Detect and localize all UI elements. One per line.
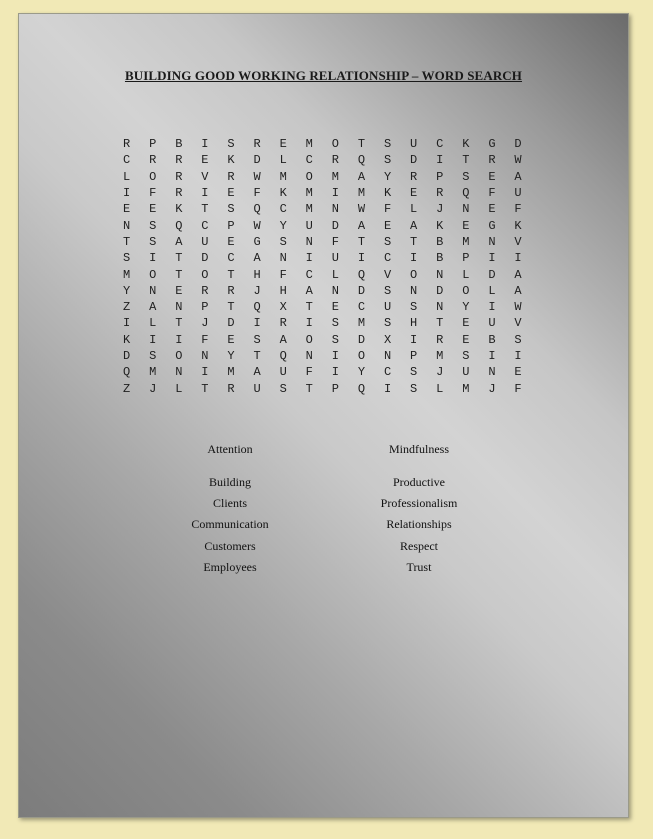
grid-letter: W (514, 153, 522, 168)
grid-row (123, 201, 541, 217)
grid-letter: F (149, 186, 157, 201)
grid-letter: N (305, 349, 313, 363)
grid-letter: I (149, 332, 157, 347)
grid-letter: S (227, 202, 235, 217)
grid-letter: K (514, 218, 522, 233)
grid-letter: J (149, 381, 157, 396)
grid-letter: K (175, 202, 183, 217)
grid-letter: I (514, 349, 522, 363)
grid-letter: R (331, 153, 339, 168)
grid-letter: G (488, 218, 496, 233)
grid-letter: I (123, 186, 131, 201)
grid-letter: S (279, 381, 287, 396)
grid-letter: Y (279, 218, 287, 233)
grid-letter: I (436, 153, 444, 168)
grid-letter: K (279, 186, 287, 201)
grid-letter: B (436, 251, 444, 266)
grid-letter: S (462, 169, 470, 184)
grid-letter: A (305, 283, 313, 298)
grid-letter: U (305, 218, 313, 233)
grid-letter: Q (123, 365, 131, 380)
grid-letter: Z (123, 381, 131, 396)
grid-letter: E (488, 169, 496, 184)
grid-letter: Q (253, 202, 261, 217)
grid-letter: F (514, 202, 522, 217)
grid-letter: N (175, 300, 183, 315)
grid-letter: G (253, 234, 261, 249)
grid-letter: P (410, 349, 418, 363)
grid-letter: E (462, 332, 470, 347)
grid-letter: S (410, 381, 418, 396)
grid-letter: I (488, 349, 496, 363)
grid-letter: M (305, 202, 313, 217)
grid-letter: X (279, 300, 287, 315)
grid-letter: S (410, 365, 418, 380)
grid-letter: K (123, 332, 131, 347)
grid-letter: V (201, 169, 209, 184)
word-list-item: Communication (191, 517, 269, 531)
grid-letter: S (149, 234, 157, 249)
grid-letter: E (227, 332, 235, 347)
grid-letter: I (175, 332, 183, 347)
grid-row (123, 332, 541, 348)
grid-letter: M (462, 381, 470, 396)
grid-letter: S (410, 300, 418, 315)
grid-letter: E (279, 137, 287, 152)
grid-letter: M (279, 169, 287, 184)
grid-letter: N (331, 202, 339, 217)
grid-letter: I (201, 365, 209, 380)
grid-row (123, 217, 541, 233)
grid-letter: N (410, 283, 418, 298)
grid-letter: O (305, 332, 313, 347)
grid-letter: I (305, 251, 313, 266)
grid-letter: H (410, 316, 418, 331)
grid-letter: M (305, 186, 313, 201)
grid-letter: L (331, 267, 339, 282)
grid-row (123, 266, 541, 282)
grid-letter: H (279, 283, 287, 298)
grid-letter: S (279, 234, 287, 249)
grid-letter: O (357, 349, 366, 363)
grid-letter: F (253, 186, 261, 201)
word-list-item: Productive (393, 475, 445, 489)
grid-letter: L (279, 153, 287, 168)
grid-letter: U (488, 316, 496, 331)
grid-letter: S (227, 137, 235, 152)
grid-letter: V (514, 234, 522, 249)
grid-letter: D (227, 316, 235, 331)
grid-letter: D (410, 153, 418, 168)
grid-row (123, 152, 541, 168)
grid-letter: S (149, 349, 157, 363)
grid-letter: O (149, 267, 157, 282)
word-search-grid (123, 136, 541, 397)
word-list-item: Professionalism (380, 496, 458, 510)
grid-letter: A (279, 332, 287, 347)
grid-letter: N (175, 365, 183, 380)
grid-letter: N (305, 234, 313, 249)
grid-letter: S (331, 332, 339, 347)
grid-letter: N (149, 283, 157, 298)
grid-letter: K (462, 137, 470, 152)
grid-letter: S (383, 283, 392, 298)
grid-letter: T (201, 381, 209, 396)
grid-letter: T (305, 300, 313, 315)
grid-letter: R (488, 153, 496, 168)
grid-letter: T (227, 267, 235, 282)
grid-letter: L (436, 381, 444, 396)
grid-row (123, 283, 541, 299)
grid-letter: H (253, 267, 261, 282)
grid-letter: R (201, 283, 209, 298)
word-list-item: Attention (207, 442, 253, 456)
grid-letter: M (462, 234, 470, 249)
grid-letter: N (436, 267, 444, 282)
word-list-item: Employees (203, 560, 257, 574)
grid-letter: O (149, 169, 157, 184)
grid-letter: I (201, 186, 209, 201)
grid-letter: L (462, 267, 470, 282)
grid-letter: T (305, 381, 313, 396)
grid-letter: E (227, 234, 235, 249)
word-list-item: Relationships (386, 517, 452, 531)
grid-letter: M (436, 349, 444, 363)
grid-letter: M (123, 267, 131, 282)
grid-letter: I (149, 251, 157, 266)
grid-letter: V (514, 316, 522, 331)
grid-letter: S (462, 349, 470, 363)
grid-letter: P (201, 300, 209, 315)
grid-letter: F (201, 332, 209, 347)
grid-letter: V (383, 267, 392, 282)
grid-letter: T (253, 349, 261, 363)
grid-letter: D (201, 251, 209, 266)
grid-letter: K (227, 153, 235, 168)
grid-letter: N (436, 300, 444, 315)
grid-letter: B (488, 332, 496, 347)
grid-letter: P (462, 251, 470, 266)
grid-letter: D (436, 283, 444, 298)
grid-letter: Z (123, 300, 131, 315)
grid-letter: R (436, 186, 444, 201)
grid-letter: E (410, 186, 418, 201)
grid-letter: W (357, 202, 366, 217)
grid-letter: C (436, 137, 444, 152)
grid-row (123, 299, 541, 315)
grid-letter: M (149, 365, 157, 380)
grid-letter: S (331, 316, 339, 331)
grid-letter: R (227, 381, 235, 396)
grid-letter: I (383, 381, 392, 396)
grid-letter: I (410, 332, 418, 347)
grid-letter: E (383, 218, 392, 233)
grid-letter: D (253, 153, 261, 168)
grid-letter: D (488, 267, 496, 282)
grid-letter: N (462, 202, 470, 217)
grid-letter: F (488, 186, 496, 201)
grid-letter: N (279, 251, 287, 266)
grid-letter: L (123, 169, 131, 184)
grid-letter: I (331, 186, 339, 201)
grid-letter: C (357, 300, 366, 315)
grid-row (123, 364, 541, 380)
grid-letter: F (514, 381, 522, 396)
grid-letter: J (436, 365, 444, 380)
grid-letter: M (305, 137, 313, 152)
grid-letter: R (175, 169, 183, 184)
grid-letter: A (357, 218, 366, 233)
grid-letter: T (462, 153, 470, 168)
grid-letter: Q (357, 381, 366, 396)
grid-letter: U (331, 251, 339, 266)
grid-letter: S (123, 251, 131, 266)
grid-letter: O (331, 137, 339, 152)
grid-letter: I (410, 251, 418, 266)
grid-letter: T (436, 316, 444, 331)
grid-letter: Y (462, 300, 470, 315)
grid-letter: P (331, 381, 339, 396)
grid-letter: I (331, 365, 339, 380)
word-list-item: Trust (406, 560, 432, 574)
grid-letter: N (383, 349, 392, 363)
word-list-item: Respect (400, 539, 438, 553)
grid-letter: I (201, 137, 209, 152)
grid-letter: J (436, 202, 444, 217)
grid-row (123, 380, 541, 396)
word-list-item: Mindfulness (389, 442, 449, 456)
grid-letter: E (462, 218, 470, 233)
grid-letter: R (227, 283, 235, 298)
grid-letter: T (227, 300, 235, 315)
page-title: BUILDING GOOD WORKING RELATIONSHIP – WORD SEARCH (124, 68, 523, 83)
grid-letter: E (462, 316, 470, 331)
grid-letter: E (514, 365, 522, 380)
grid-letter: S (383, 153, 392, 168)
word-list-item: Clients (212, 496, 247, 510)
grid-letter: I (305, 316, 313, 331)
grid-letter: U (253, 381, 261, 396)
grid-letter: P (227, 218, 235, 233)
grid-letter: A (514, 283, 522, 298)
grid-letter: S (253, 332, 261, 347)
grid-letter: P (436, 169, 444, 184)
grid-row (123, 250, 541, 266)
grid-letter: I (253, 316, 261, 331)
grid-letter: A (149, 300, 157, 315)
grid-letter: P (149, 137, 157, 152)
grid-letter: U (410, 137, 418, 152)
grid-row (123, 348, 541, 364)
grid-letter: N (123, 218, 131, 233)
grid-letter: C (279, 202, 287, 217)
grid-letter: S (383, 137, 392, 152)
grid-letter: S (383, 234, 392, 249)
grid-letter: T (201, 202, 209, 217)
grid-letter: F (305, 365, 313, 380)
grid-letter: I (331, 349, 339, 363)
grid-letter: J (201, 316, 209, 331)
grid-letter: N (488, 234, 496, 249)
grid-row (123, 315, 541, 331)
grid-letter: D (123, 349, 131, 363)
grid-letter: A (357, 169, 366, 184)
grid-letter: F (331, 234, 339, 249)
grid-letter: D (357, 283, 366, 298)
grid-letter: L (410, 202, 418, 217)
grid-letter: R (279, 316, 287, 331)
grid-letter: F (383, 202, 392, 217)
grid-letter: M (357, 316, 366, 331)
grid-letter: R (253, 137, 261, 152)
grid-letter: B (175, 137, 183, 152)
grid-letter: C (383, 251, 392, 266)
grid-letter: E (331, 300, 339, 315)
grid-letter: I (488, 300, 496, 315)
grid-letter: B (436, 234, 444, 249)
worksheet-page (18, 13, 629, 818)
grid-letter: I (514, 251, 522, 266)
grid-row (123, 234, 541, 250)
grid-letter: C (383, 365, 392, 380)
grid-letter: N (488, 365, 496, 380)
grid-letter: A (175, 234, 183, 249)
grid-letter: U (383, 300, 392, 315)
grid-letter: S (383, 316, 392, 331)
grid-letter: O (175, 349, 183, 363)
grid-letter: A (253, 365, 261, 380)
grid-letter: N (201, 349, 209, 363)
grid-letter: D (514, 137, 522, 152)
grid-letter: W (253, 218, 261, 233)
grid-letter: O (462, 283, 470, 298)
grid-letter: U (462, 365, 470, 380)
grid-letter: D (331, 218, 339, 233)
grid-letter: F (279, 267, 287, 282)
grid-letter: L (175, 381, 183, 396)
grid-letter: O (305, 169, 313, 184)
grid-letter: X (383, 332, 392, 347)
grid-letter: Y (123, 283, 131, 298)
grid-row (123, 185, 541, 201)
grid-letter: A (514, 169, 522, 184)
grid-letter: U (279, 365, 287, 380)
grid-letter: Q (462, 186, 470, 201)
grid-letter: R (175, 153, 183, 168)
grid-letter: G (488, 137, 496, 152)
grid-letter: T (175, 251, 183, 266)
grid-letter: T (410, 234, 418, 249)
grid-letter: M (331, 169, 339, 184)
grid-letter: A (410, 218, 418, 233)
grid-letter: O (410, 267, 418, 282)
grid-letter: C (305, 267, 313, 282)
grid-letter: I (488, 251, 496, 266)
grid-letter: M (357, 186, 366, 201)
grid-letter: E (201, 153, 209, 168)
grid-letter: Q (253, 300, 261, 315)
grid-letter: E (488, 202, 496, 217)
grid-letter: Q (175, 218, 183, 233)
grid-letter: E (149, 202, 157, 217)
grid-letter: T (357, 234, 366, 249)
grid-letter: A (253, 251, 261, 266)
word-list-item: Building (208, 475, 251, 489)
grid-letter: C (201, 218, 209, 233)
grid-letter: S (149, 218, 157, 233)
grid-letter: Q (357, 153, 366, 168)
grid-letter: W (514, 300, 522, 315)
grid-letter: C (305, 153, 313, 168)
grid-letter: R (227, 169, 235, 184)
grid-letter: R (123, 137, 131, 152)
grid-row (123, 169, 541, 185)
grid-letter: Q (357, 267, 366, 282)
grid-letter: Y (383, 169, 392, 184)
grid-letter: O (201, 267, 209, 282)
grid-letter: C (123, 153, 131, 168)
grid-letter: I (357, 251, 366, 266)
grid-letter: E (123, 202, 131, 217)
grid-letter: T (175, 316, 183, 331)
grid-letter: E (227, 186, 235, 201)
grid-letter: L (488, 283, 496, 298)
grid-letter: U (514, 186, 522, 201)
grid-letter: L (149, 316, 157, 331)
grid-letter: D (357, 332, 366, 347)
grid-letter: A (514, 267, 522, 282)
grid-letter: R (149, 153, 157, 168)
grid-letter: Q (279, 349, 287, 363)
grid-letter: Y (357, 365, 366, 380)
grid-letter: R (175, 186, 183, 201)
grid-letter: J (488, 381, 496, 396)
grid-letter: E (175, 283, 183, 298)
grid-letter: M (227, 365, 235, 380)
grid-letter: I (123, 316, 131, 331)
word-list-item: Customers (204, 539, 256, 553)
grid-letter: T (123, 234, 131, 249)
grid-letter: U (201, 234, 209, 249)
grid-letter: T (175, 267, 183, 282)
grid-letter: W (253, 169, 261, 184)
grid-letter: N (331, 283, 339, 298)
grid-letter: J (253, 283, 261, 298)
grid-letter: K (383, 186, 392, 201)
grid-letter: S (514, 332, 522, 347)
grid-letter: R (436, 332, 444, 347)
grid-row (123, 136, 541, 152)
grid-letter: Y (227, 349, 235, 363)
grid-letter: K (436, 218, 444, 233)
grid-letter: T (357, 137, 366, 152)
grid-letter: R (410, 169, 418, 184)
grid-letter: C (227, 251, 235, 266)
